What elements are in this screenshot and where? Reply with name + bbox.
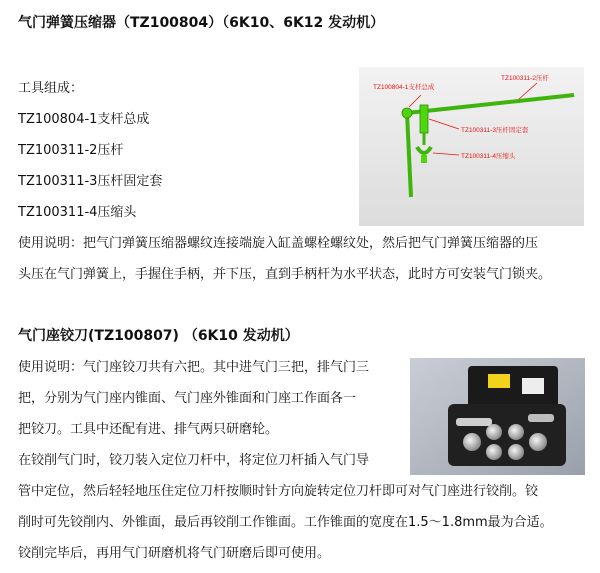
joint-knob	[402, 108, 412, 118]
valve-spring-compressor-diagram	[359, 67, 584, 226]
usage-line-1: 使用说明：把气门弹簧压缩器螺纹连接端旋入缸盖螺栓螺纹处，然后把气门弹簧压缩器的压	[18, 236, 539, 251]
cutter-5	[508, 444, 524, 460]
compressor-drawing	[359, 67, 584, 226]
cutter-4	[508, 424, 524, 440]
fixing-sleeve	[420, 105, 428, 133]
cutter-1	[463, 433, 481, 451]
components-heading: 工具组成：	[18, 81, 84, 96]
reamer-line-1: 使用说明：气门座铰刀共有六把。其中进气门三把，排气门三	[18, 360, 370, 375]
reamer-kit-drawing	[410, 358, 585, 475]
reamer-line-7: 铰削完毕后，再用气门研磨机将气门研磨后即可使用。	[18, 546, 331, 561]
reamer-line-4: 在铰削气门时，铰刀装入定位刀杆中，将定位刀杆插入气门导	[18, 453, 370, 468]
reamer-line-3: 把铰刀。工具中还配有进、排气两只研磨轮。	[18, 422, 279, 437]
component-item-2: TZ100311-2压杆	[18, 143, 124, 158]
case-lid	[468, 366, 558, 410]
case-body	[448, 404, 566, 466]
case-label-white	[522, 378, 544, 394]
compression-head-base	[421, 155, 427, 163]
pilot-bar	[528, 414, 554, 422]
usage-line-2: 头压在气门弹簧上，手握住手柄，并下压，直到手柄杆为水平状态，此时方可安装气门锁夹。	[18, 267, 552, 282]
valve-seat-reamer-kit-photo	[410, 358, 585, 475]
diagram-label-1: TZ100804-1支杆总成	[373, 84, 435, 91]
component-item-3: TZ100311-3压杆固定套	[18, 174, 163, 189]
diagram-label-4: TZ100311-4压缩头	[461, 153, 516, 160]
cutter-3	[486, 444, 502, 460]
case-label-yellow	[488, 374, 510, 388]
section2-title: 气门座铰刀(TZ100807) （6K10 发动机）	[18, 328, 299, 344]
reamer-line-5: 管中定位，然后轻轻地压住定位刀杆按顺时针方向旋转定位刀杆即可对气门座进行铰削。铰	[18, 484, 539, 499]
reamer-handle	[456, 418, 492, 426]
reamer-line-2: 把，分别为气门座内锥面、气门座外锥面和门座工作面各一	[18, 391, 357, 406]
component-item-1: TZ100804-1支杆总成	[18, 112, 150, 127]
diagram-label-2: TZ100311-2压杆	[501, 75, 549, 82]
component-item-4: TZ100311-4压缩头	[18, 205, 137, 220]
cutter-2	[486, 424, 502, 440]
cutter-6	[529, 433, 547, 451]
reamer-line-6: 削时可先铰削内、外锥面，最后再铰削工作锥面。工作锥面的宽度在1.5～1.8mm最为合适。	[18, 515, 553, 530]
diagram-label-3: TZ100311-3压杆固定套	[461, 127, 529, 134]
section1-title: 气门弹簧压缩器（TZ100804）（6K10、6K12 发动机）	[18, 15, 385, 31]
